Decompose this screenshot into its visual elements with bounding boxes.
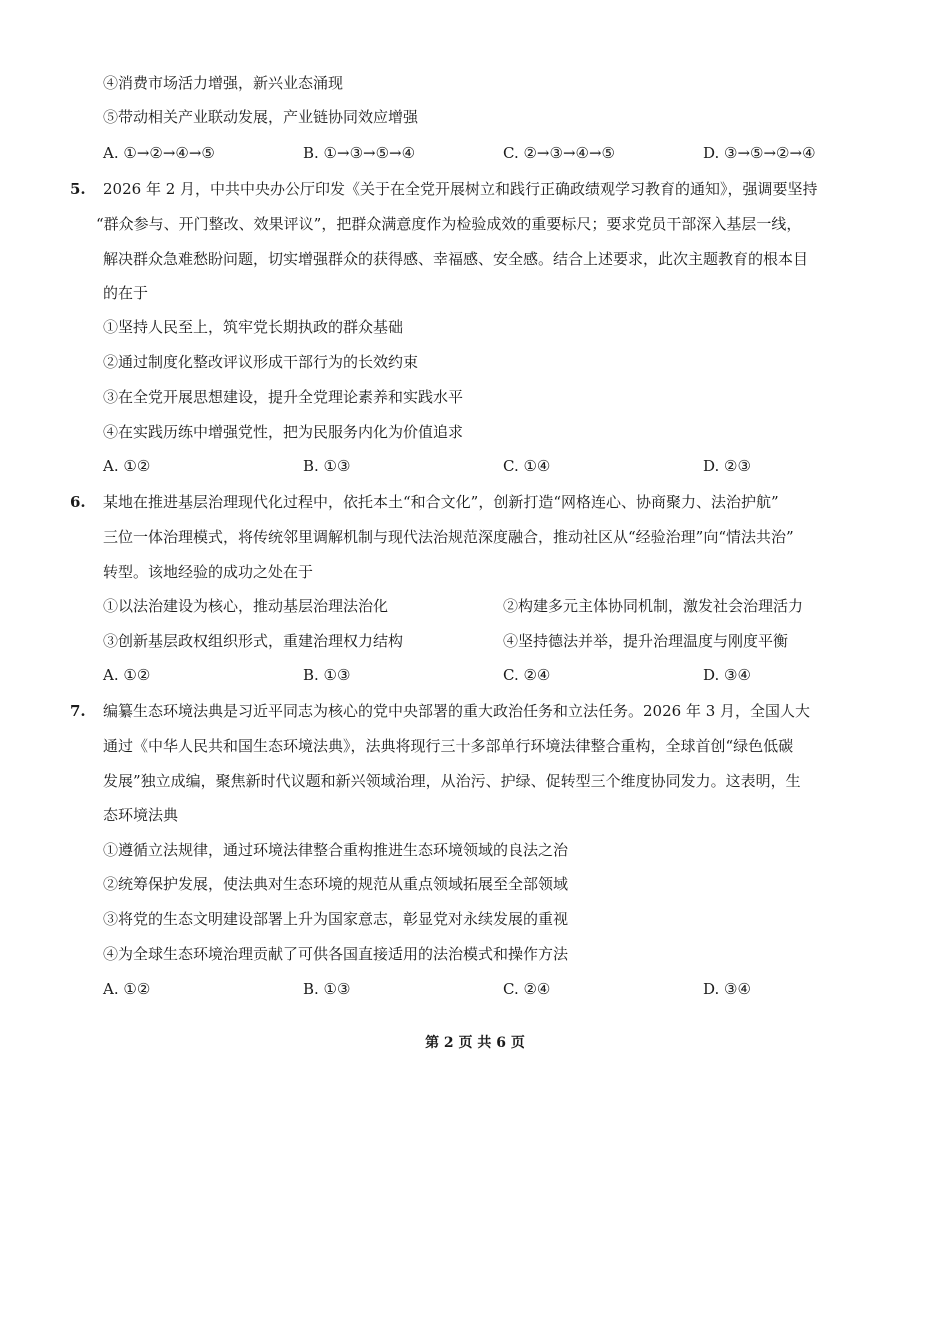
q7-stem-line-4: 态环境法典 [103,806,179,824]
q7-stem-line-1: 编纂生态环境法典是习近平同志为核心的党中央部署的重大政治任务和立法任务。2026 年 3 月，全国人大 [103,702,811,720]
q5-option-a: A. ①② [103,457,151,475]
q6-item-4: ④坚持德法并举，提升治理温度与刚度平衡 [503,632,789,650]
q5-item-2: ②通过制度化整改评议形成干部行为的长效约束 [103,353,419,371]
q7-number: 7. [70,702,86,720]
q5-stem-line-2: “群众参与、开门整改、效果评议”，把群众满意度作为检验成效的重要标尺；要求党员干部深入基层一线， [96,215,802,233]
q5-option-d: D. ②③ [703,457,751,475]
q5-option-c: C. ①④ [503,457,551,475]
q4-option-c: C. ②→③→④→⑤ [503,144,615,162]
q6-item-3: ③创新基层政权组织形式，重建治理权力结构 [103,632,404,650]
q5-item-3: ③在全党开展思想建设，提升全党理论素养和实践水平 [103,388,464,406]
q7-item-4: ④为全球生态环境治理贡献了可供各国直接适用的法治模式和操作方法 [103,945,569,963]
q5-stem-line-3: 解决群众急难愁盼问题，切实增强群众的获得感、幸福感、安全感。结合上述要求，此次主题教育的根本目 [103,250,809,268]
q6-option-c: C. ②④ [503,666,551,684]
q7-option-d: D. ③④ [703,980,751,998]
q4-option-a: A. ①→②→④→⑤ [103,144,215,162]
q7-stem-line-2: 通过《中华人民共和国生态环境法典》，法典将现行三十多部单行环境法律整合重构，全球首创“绿色低碳 [103,737,794,755]
q5-number: 5. [70,180,86,198]
q4-item-5: ⑤带动相关产业联动发展，产业链协同效应增强 [103,108,419,126]
q7-option-a: A. ①② [103,980,151,998]
q7-item-3: ③将党的生态文明建设部署上升为国家意志，彰显党对永续发展的重视 [103,910,569,928]
q6-option-d: D. ③④ [703,666,751,684]
q5-stem-line-4: 的在于 [103,284,149,302]
q6-stem-line-2: 三位一体治理模式，将传统邻里调解机制与现代法治规范深度融合，推动社区从“经验治理”向“情法共治” [103,528,794,546]
q4-option-b: B. ①→③→⑤→④ [303,144,416,162]
q6-stem-line-1: 某地在推进基层治理现代化过程中，依托本土“和合文化”，创新打造“网格连心、协商聚力、法治护航” [103,493,779,511]
page-footer: 第 2 页 共 6 页 [425,1035,525,1051]
q7-item-1: ①遵循立法规律，通过环境法律整合重构推进生态环境领域的良法之治 [103,841,569,859]
q6-item-2: ②构建多元主体协同机制，激发社会治理活力 [503,597,804,615]
q4-option-d: D. ③→⑤→②→④ [703,144,816,162]
q7-option-c: C. ②④ [503,980,551,998]
q7-option-b: B. ①③ [303,980,351,998]
q5-item-1: ①坚持人民至上，筑牢党长期执政的群众基础 [103,318,404,336]
q6-option-b: B. ①③ [303,666,351,684]
q5-item-4: ④在实践历练中增强党性，把为民服务内化为价值追求 [103,423,464,441]
q6-item-1: ①以法治建设为核心，推动基层治理法治化 [103,597,389,615]
q6-stem-line-3: 转型。该地经验的成功之处在于 [103,563,314,581]
q6-option-a: A. ①② [103,666,151,684]
q6-number: 6. [70,493,86,511]
q7-item-2: ②统筹保护发展，使法典对生态环境的规范从重点领域拓展至全部领域 [103,875,569,893]
q4-item-4: ④消费市场活力增强，新兴业态涌现 [103,74,344,92]
q5-stem-line-1: 2026 年 2 月，中共中央办公厅印发《关于在全党开展树立和践行正确政绩观学习教育的通知》，强调要坚持 [103,180,818,198]
q5-option-b: B. ①③ [303,457,351,475]
q7-stem-line-3: 发展”独立成编，聚焦新时代议题和新兴领域治理，从治污、护绿、促转型三个维度协同发力。这表明，生 [103,772,801,790]
